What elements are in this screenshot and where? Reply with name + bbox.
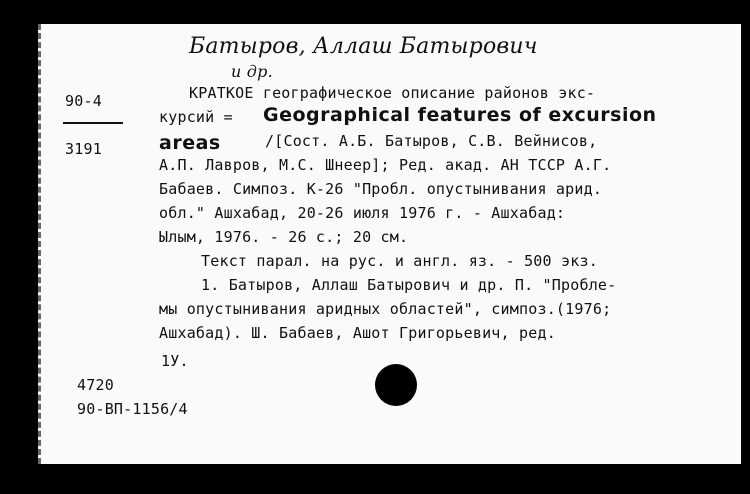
catalog-card <box>38 24 741 464</box>
shelf-mark-number: 3191 <box>65 140 102 158</box>
footer-number: 4720 <box>77 376 114 394</box>
card-line-3: /[Сост. А.Б. Батыров, С.В. Вейнисов, <box>265 132 598 150</box>
card-line-10: мы опустынивания аридных областей", симпоз.(1976; <box>159 300 612 318</box>
handwritten-etal: и др. <box>231 62 273 81</box>
shelf-mark-top: 90-4 <box>65 92 102 110</box>
card-line-5: Бабаев. Симпоз. К-26 "Пробл. опустынивания арид. <box>159 180 603 198</box>
handwritten-title-en-2: areas <box>159 132 221 154</box>
card-line-4: А.П. Лавров, М.С. Шнеер]; Ред. акад. АН ТССР А.Г. <box>159 156 612 174</box>
card-line-12: 1У. <box>161 352 189 370</box>
shelf-mark-rule <box>63 122 123 124</box>
card-line-9: 1. Батыров, Аллаш Батырович и др. П. "Пробле- <box>201 276 617 294</box>
card-line-11: Ашхабад). Ш. Бабаев, Ашот Григорьевич, ред. <box>159 324 556 342</box>
card-line-6: обл." Ашхабад, 20-26 июля 1976 г. - Ашхабад: <box>159 204 566 222</box>
card-line-8: Текст парал. на рус. и англ. яз. - 500 экз. <box>201 252 598 270</box>
punch-hole <box>375 364 417 406</box>
card-line-7: Ылым, 1976. - 26 с.; 20 см. <box>159 228 409 246</box>
card-line-1: КРАТКОЕ географическое описание районов экс- <box>189 84 596 102</box>
handwritten-author: Батыров, Аллаш Батырович <box>189 34 538 59</box>
card-line-2: курсий = <box>159 108 233 126</box>
footer-code: 90-ВП-1156/4 <box>77 400 188 418</box>
handwritten-title-en-1: Geographical features of excursion <box>263 104 657 126</box>
